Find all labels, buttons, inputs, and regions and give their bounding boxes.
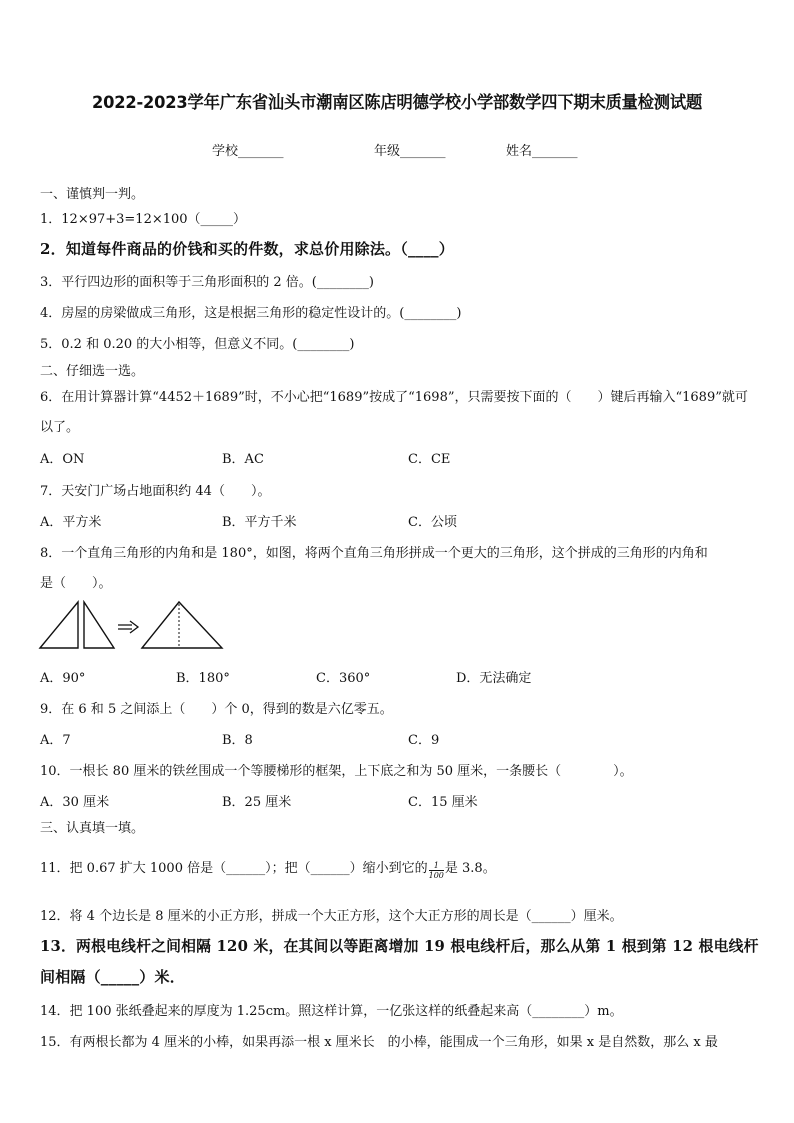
q10-option-c: C．15 厘米 bbox=[408, 795, 478, 810]
name-field: 姓名_______ bbox=[506, 144, 578, 159]
question-7: 7．天安门广场占地面积约 44（ ）。 bbox=[40, 484, 271, 499]
question-5: 5．0.2 和 0.20 的大小相等，但意义不同。(________) bbox=[40, 337, 355, 352]
question-4: 4．房屋的房梁做成三角形，这是根据三角形的稳定性设计的。(________) bbox=[40, 306, 462, 321]
question-6: 6．在用计算器计算“4452＋1689”时，不小心把“1689”按成了“1698”，只需要按下面的（ ）键后再输入“1689”就可 bbox=[40, 390, 748, 405]
q11-text-pre: 11．把 0.67 扩大 1000 倍是（______）；把（______）缩小到它的 bbox=[40, 861, 428, 876]
question-9: 9．在 6 和 5 之间添上（ ）个 0，得到的数是六亿零五。 bbox=[40, 702, 393, 717]
q8-option-a: A．90° bbox=[40, 671, 86, 686]
q6-option-a: A．ON bbox=[40, 452, 85, 467]
q8-option-b: B．180° bbox=[176, 671, 230, 686]
question-14: 14．把 100 张纸叠起来的厚度为 1.25cm。照这样计算，一亿张这样的纸叠起来高（________）m。 bbox=[40, 1004, 623, 1019]
section-heading-1: 一、谨慎判一判。 bbox=[40, 187, 145, 202]
q10-option-a: A．30 厘米 bbox=[40, 795, 110, 810]
q7-option-b: B．平方千米 bbox=[222, 515, 297, 530]
question-8: 8．一个直角三角形的内角和是 180°，如图，将两个直角三角形拼成一个更大的三角形，这个拼成的三角形的内角和 bbox=[40, 546, 708, 561]
school-field: 学校_______ bbox=[212, 144, 284, 159]
grade-field: 年级_______ bbox=[374, 144, 446, 159]
exam-title: 2022-2023学年广东省汕头市潮南区陈店明德学校小学部数学四下期末质量检测试题 bbox=[91, 93, 703, 113]
q10-option-b: B．25 厘米 bbox=[222, 795, 292, 810]
right-triangle-left bbox=[40, 602, 78, 648]
q6-option-b: B．AC bbox=[222, 452, 264, 467]
q9-option-c: C．9 bbox=[408, 733, 440, 748]
q7-option-c: C．公顷 bbox=[408, 515, 457, 530]
section-heading-3: 三、认真填一填。 bbox=[40, 821, 145, 836]
question-6-cont: 以了。 bbox=[40, 420, 80, 435]
question-13-cont: 间相隔（_____）米． bbox=[40, 968, 185, 986]
q6-option-c: C．CE bbox=[408, 452, 451, 467]
q9-option-b: B．8 bbox=[222, 733, 253, 748]
right-triangle-right bbox=[84, 602, 114, 648]
question-8-cont: 是（ ）。 bbox=[40, 576, 112, 591]
q8-option-d: D．无法确定 bbox=[456, 671, 532, 686]
question-1: 1．12×97+3=12×100（_____） bbox=[40, 212, 247, 227]
fraction-numerator: 1 bbox=[429, 861, 444, 871]
fraction-denominator: 100 bbox=[428, 871, 444, 880]
combined-triangle bbox=[142, 602, 222, 648]
fraction-one-hundredth bbox=[429, 861, 444, 880]
arrow-icon bbox=[118, 621, 138, 633]
question-12: 12．将 4 个边长是 8 厘米的小正方形，拼成一个大正方形，这个大正方形的周长是（______）厘米。 bbox=[40, 909, 623, 924]
q8-option-c: C．360° bbox=[316, 671, 371, 686]
question-10: 10．一根长 80 厘米的铁丝围成一个等腰梯形的框架，上下底之和为 50 厘米，一条腰长（ ）。 bbox=[40, 764, 633, 779]
question-2: 2．知道每件商品的价钱和买的件数，求总价用除法。（____） bbox=[40, 240, 454, 258]
question-11 bbox=[40, 857, 496, 880]
question-15: 15．有两根长都为 4 厘米的小棒，如果再添一根 x 厘米长 的小棒，能围成一个三角形，如果 x 是自然数，那么 x 最 bbox=[40, 1035, 718, 1050]
q7-option-a: A．平方米 bbox=[40, 515, 102, 530]
triangles-figure bbox=[38, 600, 228, 652]
question-13: 13．两根电线杆之间相隔 120 米，在其间以等距离增加 19 根电线杆后，那么从第 1 根到第 12 根电线杆 bbox=[40, 937, 759, 955]
question-3: 3．平行四边形的面积等于三角形面积的 2 倍。(________) bbox=[40, 275, 374, 290]
q9-option-a: A．7 bbox=[40, 733, 71, 748]
q11-text-post: 是 3.8。 bbox=[444, 861, 496, 876]
section-heading-2: 二、仔细选一选。 bbox=[40, 364, 145, 379]
